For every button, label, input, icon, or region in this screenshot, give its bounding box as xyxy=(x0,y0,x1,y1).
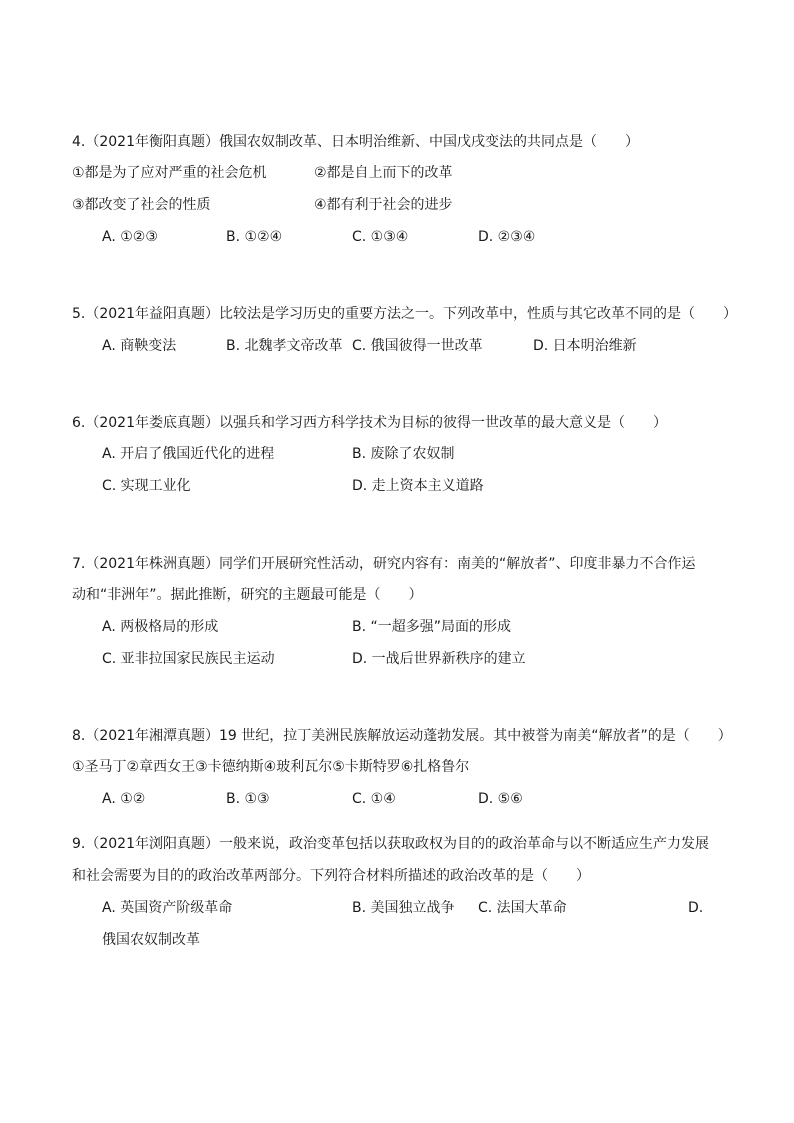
question-4-stem: 4.（2021年衡阳真题）俄国农奴制改革、日本明治维新、中国戊戌变法的共同点是（ ） xyxy=(72,134,639,150)
question-9-option-d-label[interactable]: D. xyxy=(688,900,704,916)
question-5-option-d[interactable]: D. 日本明治维新 xyxy=(533,338,637,354)
question-9-stem-line-1: 9.（2021年浏阳真题）一般来说，政治变革包括以获取政权为目的的政治革命与以不断适应生产力发展 xyxy=(72,836,709,852)
question-4-item-2: ②都是自上而下的改革 xyxy=(314,165,453,181)
question-6-option-b[interactable]: B. 废除了农奴制 xyxy=(352,446,455,462)
question-4-option-c[interactable]: C. ①③④ xyxy=(352,229,409,245)
question-7-stem-line-2: 动和“非洲年”。据此推断，研究的主题最可能是（ ） xyxy=(72,587,423,603)
question-7-stem-line-1: 7.（2021年株洲真题）同学们开展研究性活动，研究内容有：南美的“解放者”、印度非暴力不合作运 xyxy=(72,556,696,572)
question-4-option-d[interactable]: D. ②③④ xyxy=(478,229,536,245)
question-6-option-c[interactable]: C. 实现工业化 xyxy=(102,478,191,494)
question-5-option-a[interactable]: A. 商鞅变法 xyxy=(102,338,177,354)
question-7-option-b[interactable]: B. “一超多强”局面的形成 xyxy=(352,619,512,635)
question-5-stem: 5.（2021年益阳真题）比较法是学习历史的重要方法之一。下列改革中，性质与其它改革不同的是（ ） xyxy=(72,306,737,322)
question-9-stem-line-2: 和社会需要为目的的政治改革两部分。下列符合材料所描述的政治改革的是（ ） xyxy=(72,868,590,884)
question-9-option-b[interactable]: B. 美国独立战争 xyxy=(352,900,455,916)
question-8-stem: 8.（2021年湘潭真题）19 世纪，拉丁美洲民族解放运动蓬勃发展。其中被誉为南美“解放者”的是（ ） xyxy=(72,728,732,744)
question-5-option-c[interactable]: C. 俄国彼得一世改革 xyxy=(352,338,483,354)
question-7-option-c[interactable]: C. 亚非拉国家民族民主运动 xyxy=(102,651,275,667)
question-6-stem: 6.（2021年娄底真题）以强兵和学习西方科学技术为目标的彼得一世改革的最大意义是（ ） xyxy=(72,415,667,431)
question-4-option-a[interactable]: A. ①②③ xyxy=(102,229,158,245)
question-7-option-a[interactable]: A. 两极格局的形成 xyxy=(102,619,219,635)
question-8-option-d[interactable]: D. ⑤⑥ xyxy=(478,791,523,807)
question-4-item-1: ①都是为了应对严重的社会危机 xyxy=(72,165,267,181)
question-9-option-c[interactable]: C. 法国大革命 xyxy=(478,900,567,916)
question-6-option-a[interactable]: A. 开启了俄国近代化的进程 xyxy=(102,446,275,462)
question-9-option-a[interactable]: A. 英国资产阶级革命 xyxy=(102,900,233,916)
question-8-items: ①圣马丁②章西女王③卡德纳斯④玻利瓦尔⑤卡斯特罗⑥扎格鲁尔 xyxy=(72,759,470,775)
question-5-option-b[interactable]: B. 北魏孝文帝改革 xyxy=(226,338,343,354)
question-8-option-c[interactable]: C. ①④ xyxy=(352,791,396,807)
question-6-option-d[interactable]: D. 走上资本主义道路 xyxy=(352,478,484,494)
question-4-item-3: ③都改变了社会的性质 xyxy=(72,197,211,213)
question-8-option-a[interactable]: A. ①② xyxy=(102,791,146,807)
question-8-option-b[interactable]: B. ①③ xyxy=(226,791,270,807)
question-4-option-b[interactable]: B. ①②④ xyxy=(226,229,283,245)
question-4-item-4: ④都有利于社会的进步 xyxy=(314,197,453,213)
question-7-option-d[interactable]: D. 一战后世界新秩序的建立 xyxy=(352,651,526,667)
question-9-option-d-text[interactable]: 俄国农奴制改革 xyxy=(102,932,200,948)
